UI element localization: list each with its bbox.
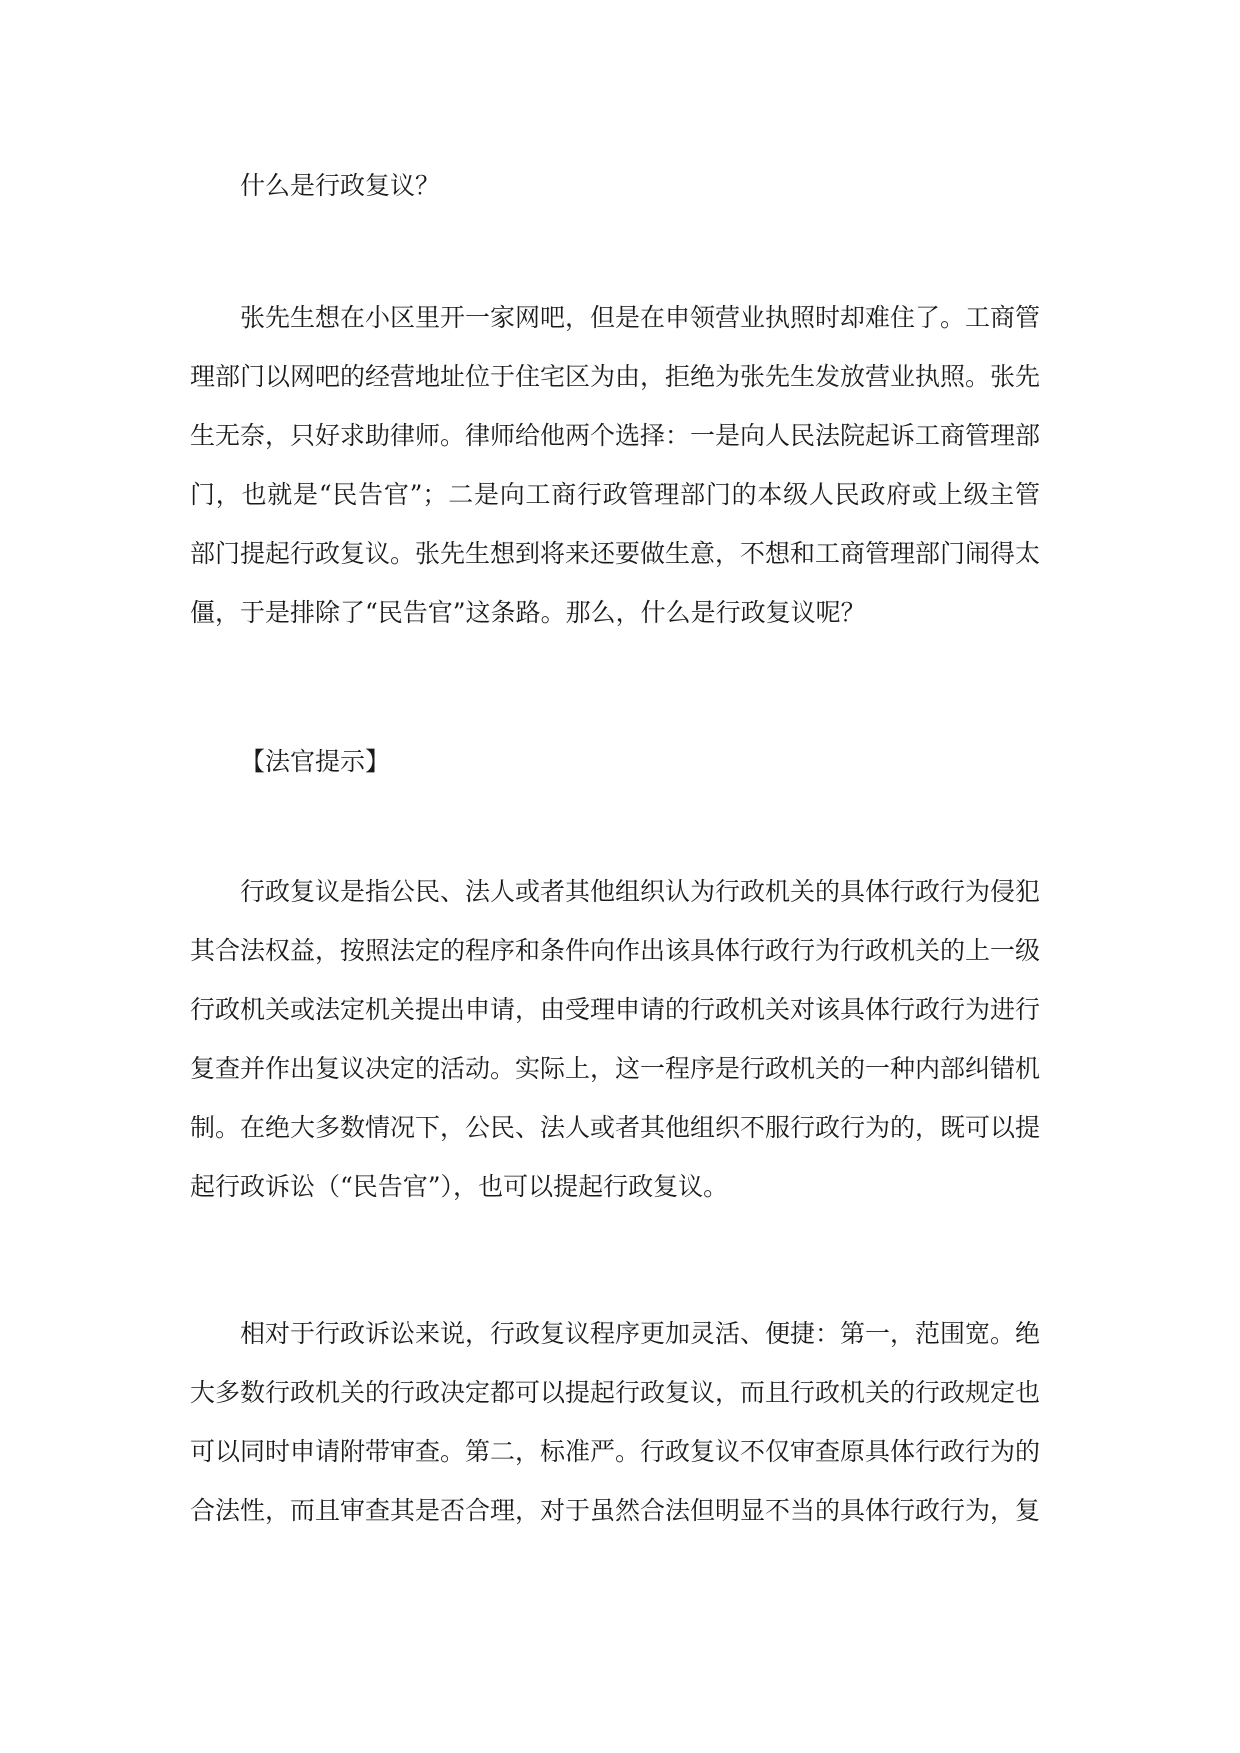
section-heading: 【法官提示】: [240, 747, 391, 776]
question-title: 什么是行政复议？: [240, 171, 441, 200]
story-paragraph: 张先生想在小区里开一家网吧，但是在申领营业执照时却难住了。工商管理部门以网吧的经营地址位于住宅区为由，拒绝为张先生发放营业执照。张先生无奈，只好求助律师。律师给他两个选择：一是向人民法院起诉工商管理部门，也就是“民告官”；二是向工商行政管理部门的本级人民政府或上级主管部门提起行政复议。张先生想到将来还要做生意，不想和工商管理部门闹得太僵，于是排除了“民告官”这条路。那么，什么是行政复议呢？: [190, 303, 1041, 627]
comparison-paragraph: 相对于行政诉讼来说，行政复议程序更加灵活、便捷：第一，范围宽。绝大多数行政机关的行政决定都可以提起行政复议，而且行政机关的行政规定也可以同时申请附带审查。第二，标准严。行政复议不仅审查原具体行政行为的合法性，而且审查其是否合理，对于虽然合法但明显不当的具体行政行为，复: [190, 1319, 1041, 1525]
definition-paragraph: 行政复议是指公民、法人或者其他组织认为行政机关的具体行政行为侵犯其合法权益，按照法定的程序和条件向作出该具体行政行为行政机关的上一级行政机关或法定机关提出申请，由受理申请的行政机关对该具体行政行为进行复查并作出复议决定的活动。实际上，这一程序是行政机关的一种内部纠错机制。在绝大多数情况下，公民、法人或者其他组织不服行政行为的，既可以提起行政诉讼（“民告官”），也可以提起行政复议。: [190, 877, 1041, 1201]
